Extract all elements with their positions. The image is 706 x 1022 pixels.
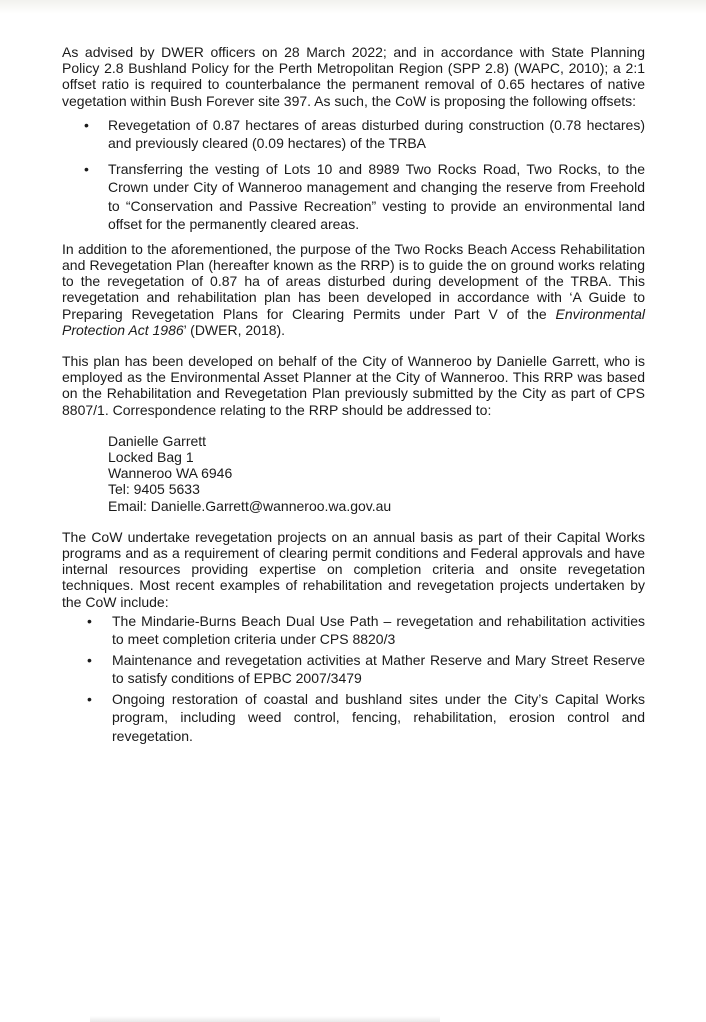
offsets-list: [62, 116, 645, 234]
list-item: • Ongoing restoration of coastal and bushland sites under the City’s Capital Works program, including weed control, fencing, rehabilitation, erosion control and revegetation.: [62, 690, 645, 746]
contact-name: Danielle Garrett: [108, 432, 207, 449]
purpose-citation: ’ (DWER, 2018).: [183, 321, 286, 338]
contact-phone: Tel: 9405 5633: [108, 481, 200, 498]
list-item: • Maintenance and revegetation activities at Mather Reserve and Mary Street Reserve to satisfy conditions of EPBC 2007/3479: [62, 651, 645, 688]
contact-email: Email: Danielle.Garrett@wanneroo.wa.gov.au: [108, 497, 392, 514]
act-title: Environmental Protection Act 1986: [62, 305, 645, 338]
contact-address-block: [108, 433, 645, 514]
author-paragraph: This plan has been developed on behalf of the City of Wanneroo by Danielle Garrett, who is employed as the Environmental Asset Planner at the City of Wanneroo. This RRP was based on the Rehabilitation and Revegetation Plan previously submitted by the City as part of CPS 8807/1. Correspondence relating to the RRP should be addressed to:: [62, 353, 645, 418]
list-item: • The Mindarie-Burns Beach Dual Use Path – revegetation and rehabilitation activities to meet completion criteria under CPS 8820/3: [62, 612, 645, 649]
contact-city: Wanneroo WA 6946: [108, 465, 233, 482]
list-item: • Revegetation of 0.87 hectares of areas disturbed during construction (0.78 hectares) and previously cleared (0.09 hectares) of the TRBA: [62, 116, 645, 153]
projects-paragraph: The CoW undertake revegetation projects on an annual basis as part of their Capital Works programs and as a requirement of clearing permit conditions and Federal approvals and have internal resources providing expertise on completion criteria and onsite revegetation techniques. Most recent examples of rehabilitation and revegetation projects undertaken by the CoW include:: [62, 528, 645, 610]
contact-postal-box: Locked Bag 1: [108, 449, 194, 466]
list-item: • Transferring the vesting of Lots 10 and 8989 Two Rocks Road, Two Rocks, to the Crown under City of Wanneroo management and changing the reserve from Freehold to “Conservation and Passive Recreation” vesting to provide an environmental land offset for the permanently cleared areas.: [62, 160, 645, 234]
offset-intro-paragraph: As advised by DWER officers on 28 March 2022; and in accordance with State Planning Policy 2.8 Bushland Policy for the Perth Metropolitan Region (SPP 2.8) (WAPC, 2010); a 2:1 offset ratio is required to counterbalance the permanent removal of 0.65 hectares of native vegetation within Bush Forever site 397. As such, the CoW is proposing the following offsets:: [62, 44, 645, 109]
page-top-shadow: [0, 0, 706, 14]
purpose-paragraph: [62, 241, 645, 338]
page-bottom-shadow: [90, 1016, 440, 1022]
purpose-text: In addition to the aforementioned, the purpose of the Two Rocks Beach Access Rehabilitation and Revegetation Plan (hereafter known as the RRP) is to guide the on ground works relating to the revegetation of 0.87 ha of areas disturbed during development of the TRBA. This revegetation and rehabilitation plan has been developed in accordance with ‘A Guide to Preparing Revegetation Plans for Clearing Permits under Part V of the: [62, 240, 645, 322]
projects-list: [62, 612, 645, 746]
